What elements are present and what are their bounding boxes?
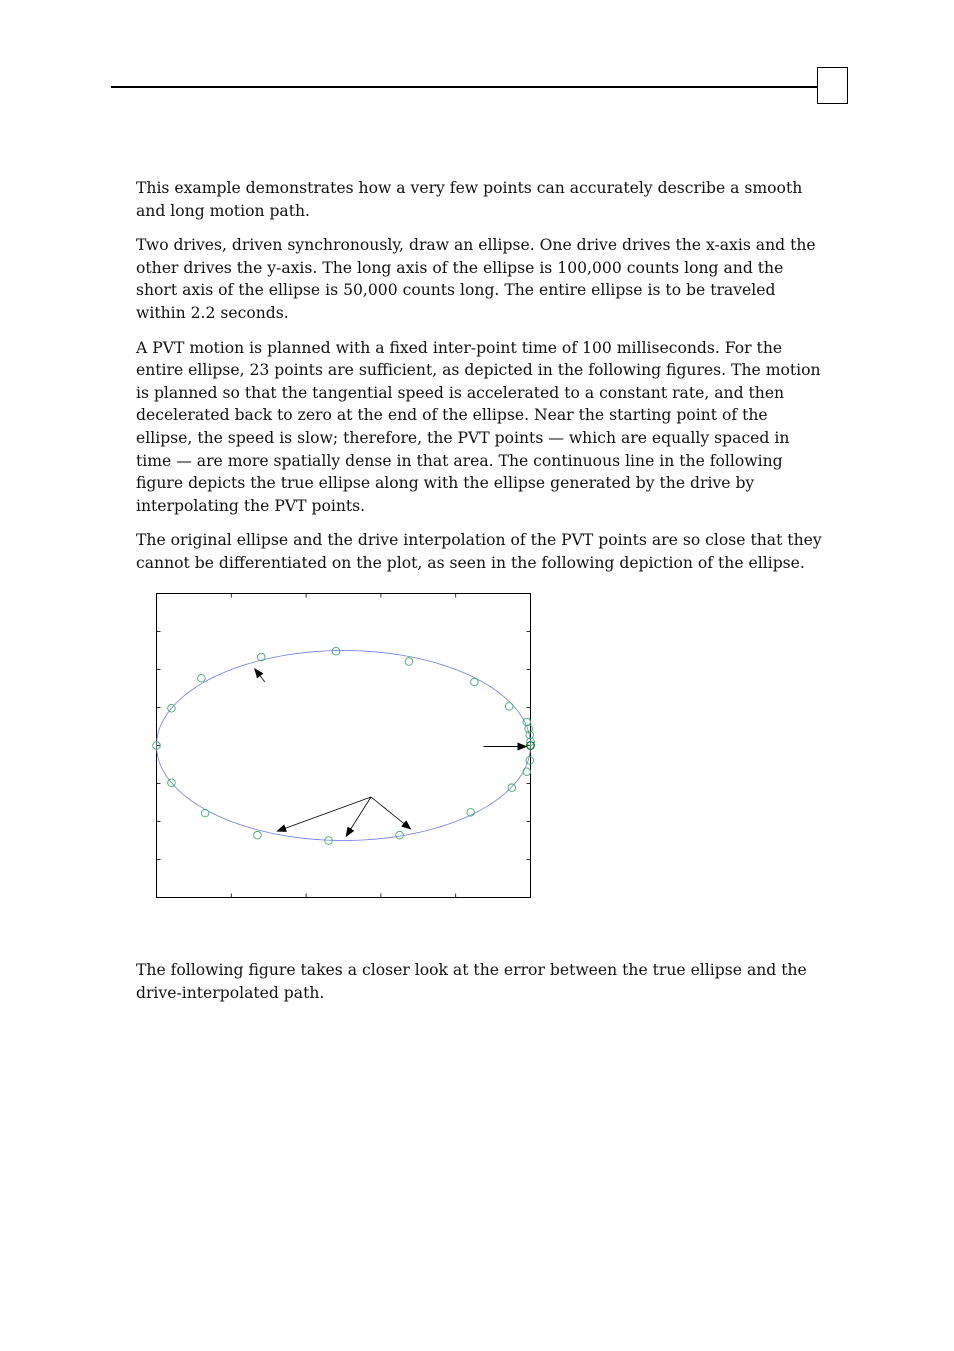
paragraph-error-closeup: The following figure takes a closer look at the error between the true ellipse and the drive-interpolated path. [136,961,807,1002]
axis-ticks [157,594,531,898]
pvt-points-arrow [346,797,371,836]
pvt-points [153,647,535,844]
pvt-point-marker [508,784,516,792]
ellipse-chart [146,585,541,905]
pvt-point-marker [523,718,531,726]
annotation-arrows [255,669,527,836]
paragraph-two-drives: Two drives, driven synchronously, draw an ellipse. One drive drives the x-axis and the other drives the y-axis. The long axis of the ellipse is 100,000 counts long and the short axis of the ellipse is 50,000 counts long. The entire ellipse is to be traveled within 2.2 seconds. [136,236,816,322]
pvt-points-arrow [277,797,371,831]
paragraph-intro: This example demonstrates how a very few points can accurately describe a smooth and long motion path. [136,179,803,220]
pvt-point-marker [405,658,413,666]
pvt-point-marker [396,831,404,839]
pvt-point-marker [471,678,479,686]
pvt-point-marker [332,647,340,655]
pvt-point-marker [201,809,209,817]
pvt-point-marker [198,674,206,682]
pvt-point-marker [257,653,265,661]
pvt-point-marker [254,831,262,839]
paragraph-interpolation: The original ellipse and the drive interpolation of the PVT points are so close that they cannot be differentiated on the plot, as seen in the following depiction of the ellipse. [136,531,822,572]
pvt-point-marker [526,757,534,765]
header-rule [111,86,817,88]
pvt-points-arrow [371,797,411,829]
body-text [136,177,826,587]
plot-frame [157,594,531,898]
page-number-box [817,67,848,104]
ellipse-figure [146,585,541,905]
pvt-point-marker [523,768,531,776]
pvt-point-marker [505,703,513,711]
paragraph-pvt-motion: A PVT motion is planned with a fixed inter-point time of 100 milliseconds. For the entire ellipse, 23 points are sufficient, as depicted in the following figures. The motion is planned so that the tangential speed is accelerated to a constant rate, and then decelerated back to zero at the end of the ellipse. Near the starting point of the ellipse, the speed is slow; therefore, the PVT points — which are equally spaced in time — are more spatially dense in that area. The continuous line in the following figure depicts the true ellipse along with the ellipse generated by the drive by interpolating the PVT points. [136,338,821,515]
ellipse-line-arrow [255,669,265,682]
